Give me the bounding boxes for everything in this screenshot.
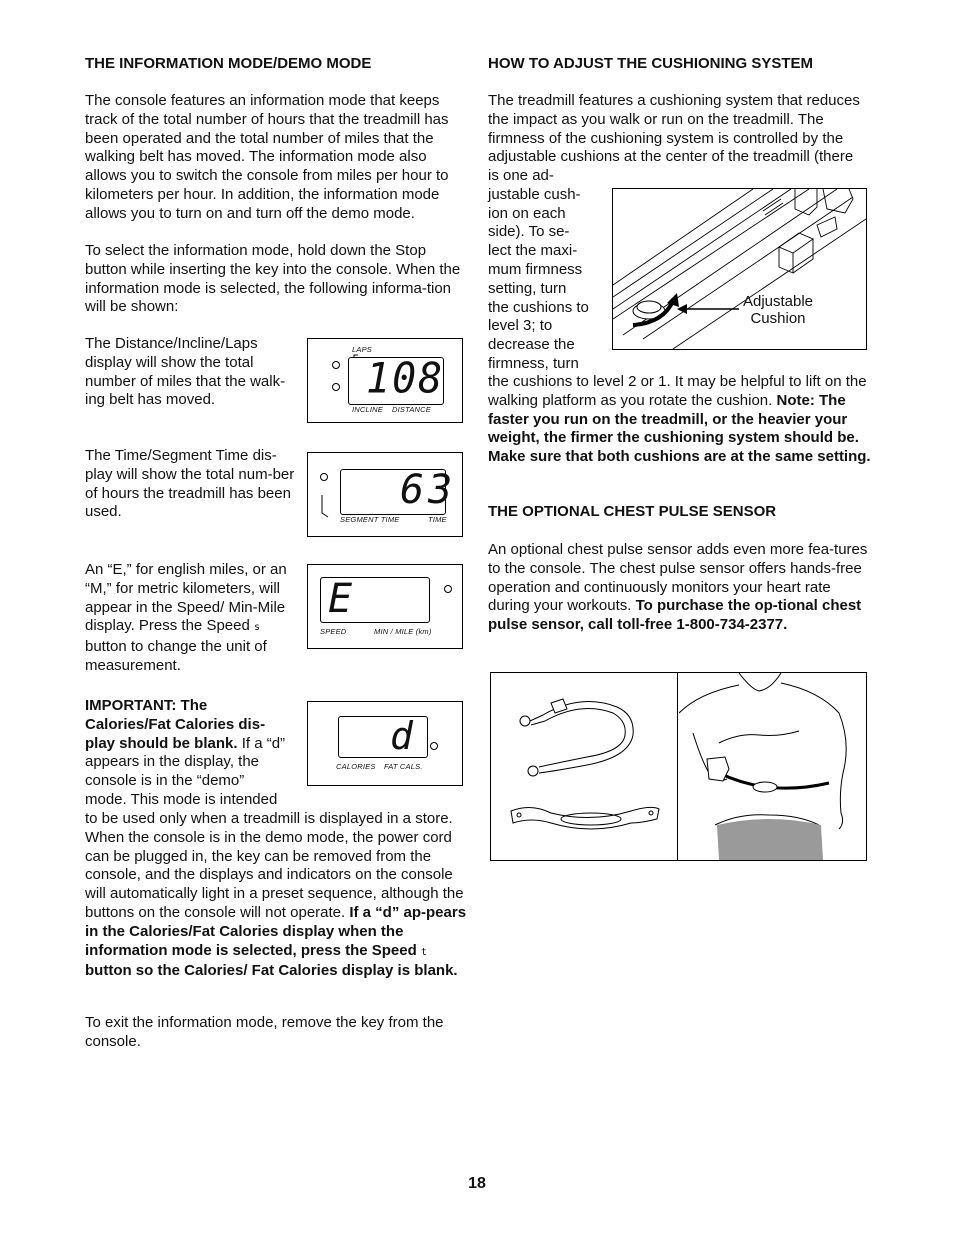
chest-sensor-figure — [490, 672, 867, 861]
cushion-text-3 — [488, 373, 874, 467]
figure-label-line-2: Cushion — [750, 310, 806, 327]
segment-time-indicator — [320, 473, 328, 481]
segment-time-label: SEGMENT TIME — [340, 515, 400, 524]
calories-display-figure — [307, 701, 463, 786]
info-mode-heading: THE INFORMATION MODE/DEMO MODE — [85, 55, 372, 72]
distance-text: The Distance/Incline/Laps display will show the total number of miles that the walk-ing belt has moved. — [85, 335, 286, 409]
calories-readout: d — [390, 714, 413, 758]
speed-down-symbol: t — [420, 946, 427, 958]
person-wearing-sensor-drawing — [679, 673, 865, 860]
speed-button-symbol: s — [254, 622, 261, 634]
sensor-heading: THE OPTIONAL CHEST PULSE SENSOR — [488, 503, 777, 520]
incline-indicator — [332, 383, 340, 391]
important-rest: If a “d” appears in the display, the console is in the “demo” mode. This mode is intended — [85, 734, 286, 808]
important-text — [85, 697, 289, 810]
sensor-text-body: An optional chest pulse sensor adds even more fea-tures to the console. The chest pulse sensor offers hands-free operation and continuously monitors your heart rate during your workouts. — [488, 541, 868, 615]
speed-text-pre: An “E,” for english miles, or an “M,” for metric kilometers, will appear in the Speed/ Min-Mile display. Press the Speed — [85, 561, 287, 635]
speed-display-figure — [307, 564, 463, 649]
laps-indicator — [332, 361, 340, 369]
demo-bold-1: If a “d” ap-pears in the Calories/Fat Calories display when the information mode is selected, press the Speed — [85, 903, 467, 959]
laps-label: LAPS — [352, 345, 372, 354]
time-label: TIME — [428, 515, 447, 524]
time-text: The Time/Segment Time dis-play will show the total num-ber of hours the treadmill has been used. — [85, 447, 295, 521]
cushion-heading: HOW TO ADJUST THE CUSHIONING SYSTEM — [488, 55, 814, 72]
cushion-note: Note: The faster you run on the treadmill, or the heavier your weight, the firmer the cushioning system should be. Make sure that both cushions are at the same setting. — [488, 391, 871, 466]
info-mode-intro: The console features an information mode that keeps track of the total number of hours that the treadmill has been operated and the total number of miles that the walking belt has moved. The information mode also allows you to switch the console from miles per hour to kilometers per hour. In addition, the information mode allows you to turn on and turn off the demo mode. — [85, 92, 449, 222]
page-number: 18 — [468, 1175, 486, 1192]
distance-label: DISTANCE — [392, 405, 431, 414]
adjustable-cushion-label — [741, 293, 815, 327]
sensor-purchase-note: To purchase the op-tional chest pulse sensor, call toll-free 1-800-734-2377. — [488, 597, 862, 634]
demo-text — [85, 810, 467, 981]
calories-label: CALORIES — [336, 762, 376, 771]
speed-readout: E — [328, 576, 353, 622]
exit-text: To exit the information mode, remove the key from the console. — [85, 1014, 444, 1050]
demo-text-body: to be used only when a treadmill is displayed in a store. When the console is in the demo mode, the power cord can be plugged in, the key can be removed from the console, and the displays and indicators on the console will automatically light in a preset sequence, although the buttons on the console will not operate. — [85, 810, 464, 921]
time-readout: 63 — [400, 467, 457, 513]
fat-cals-indicator — [430, 742, 438, 750]
time-display-figure — [307, 452, 463, 537]
figure-label-line-1: Adjustable — [742, 293, 814, 310]
treadmill-deck-drawing — [613, 189, 866, 349]
calories-lcd — [338, 716, 428, 758]
speed-label: SPEED — [320, 627, 347, 636]
demo-bold-2: button so the Calories/ Fat Calories display is blank. — [85, 962, 458, 980]
distance-readout: 108 — [366, 354, 445, 404]
speed-text-post: button to change the unit of measurement. — [85, 638, 267, 674]
sensor-text — [488, 541, 872, 635]
chest-strap-drawing — [491, 673, 677, 860]
min-mile-label: MIN / MILE (km) — [374, 627, 432, 636]
figure-divider — [677, 673, 678, 860]
cushion-text-3-body: the cushions to level 2 or 1. It may be helpful to lift on the walking platform as you rotate the cushion. — [488, 373, 867, 409]
cushion-figure — [612, 188, 867, 350]
cushion-text-2: is one ad-justable cush-ion on each side). To se-lect the maxi-mum firmness setting, turn the cushions to level 3; to decrease the firmness, turn — [488, 167, 589, 372]
speed-text — [85, 561, 297, 676]
min-mile-indicator — [444, 585, 452, 593]
incline-label: INCLINE — [352, 405, 383, 414]
distance-display-figure — [307, 338, 463, 423]
info-mode-select: To select the information mode, hold down the Stop button while inserting the key into the console. When the information mode is selected, the following informa-tion will be shown: — [85, 242, 461, 316]
fat-cals-label: FAT CALS. — [384, 762, 423, 771]
important-bold: IMPORTANT: The Calories/Fat Calories dis-play should be blank. — [85, 697, 266, 752]
cushion-text-1: The treadmill features a cushioning system that reduces the impact as you walk or run on the treadmill. The firmness of the cushioning system is controlled by the adjustable cushions at the center of the treadmill (there — [488, 92, 860, 166]
